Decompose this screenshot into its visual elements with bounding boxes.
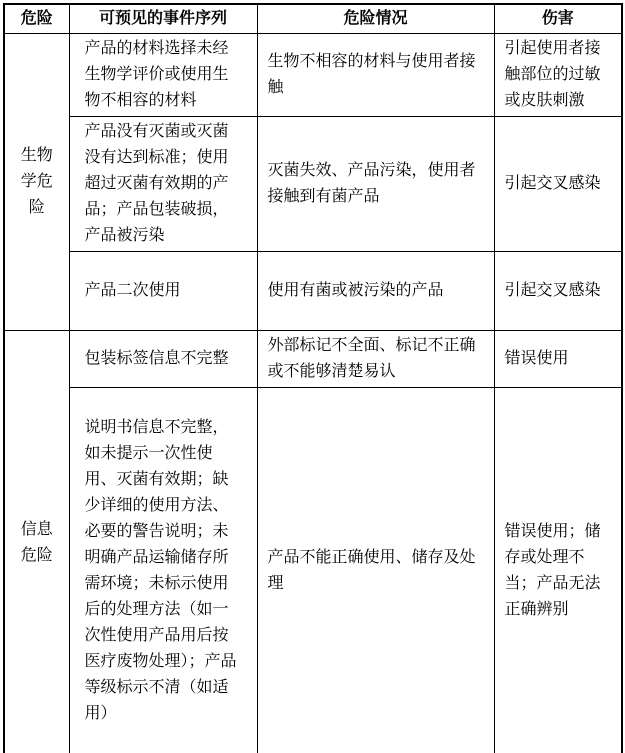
table-row <box>4 33 622 116</box>
sequence-cell: 产品没有灭菌或灭菌没有达到标准；使用超过灭菌有效期的产品；产品包装破损，产品被污染 <box>69 116 257 251</box>
harm-cell: 引起交叉感染 <box>494 251 622 330</box>
situation-cell: 使用有菌或被污染的产品 <box>257 251 494 330</box>
sequence-cell: 产品二次使用 <box>69 251 257 330</box>
column-header-situation: 危险情况 <box>257 4 494 33</box>
sequence-cell: 包装标签信息不完整 <box>69 330 257 387</box>
column-header-sequence: 可预见的事件序列 <box>69 4 257 33</box>
table-row <box>4 387 622 753</box>
table-row <box>4 330 622 387</box>
sequence-cell: 产品的材料选择未经生物学评价或使用生物不相容的材料 <box>69 33 257 116</box>
situation-cell: 生物不相容的材料与使用者接触 <box>257 33 494 116</box>
column-header-hazard: 危险 <box>4 4 69 33</box>
harm-cell: 引起使用者接触部位的过敏或皮肤刺激 <box>494 33 622 116</box>
situation-cell: 产品不能正确使用、储存及处理 <box>257 387 494 753</box>
hazard-category-cell-information: 信息危险 <box>4 330 69 753</box>
harm-cell: 引起交叉感染 <box>494 116 622 251</box>
harm-cell: 错误使用；储存或处理不当；产品无法正确辨别 <box>494 387 622 753</box>
table-row <box>4 116 622 251</box>
column-header-harm: 伤害 <box>494 4 622 33</box>
situation-cell: 外部标记不全面、标记不正确或不能够清楚易认 <box>257 330 494 387</box>
hazard-category-cell-biological: 生物学危险 <box>4 33 69 330</box>
sequence-cell: 说明书信息不完整，如未提示一次性使用、灭菌有效期；缺少详细的使用方法、必要的警告说明；未明确产品运输储存所需环境；未标示使用后的处理方法（如一次性使用产品用后按医疗废物处理）；产品等级标示不清（如适用） <box>69 387 257 753</box>
table-header-row <box>4 4 622 33</box>
risk-analysis-table <box>3 3 623 753</box>
situation-cell: 灭菌失效、产品污染，使用者接触到有菌产品 <box>257 116 494 251</box>
table-row <box>4 251 622 330</box>
harm-cell: 错误使用 <box>494 330 622 387</box>
